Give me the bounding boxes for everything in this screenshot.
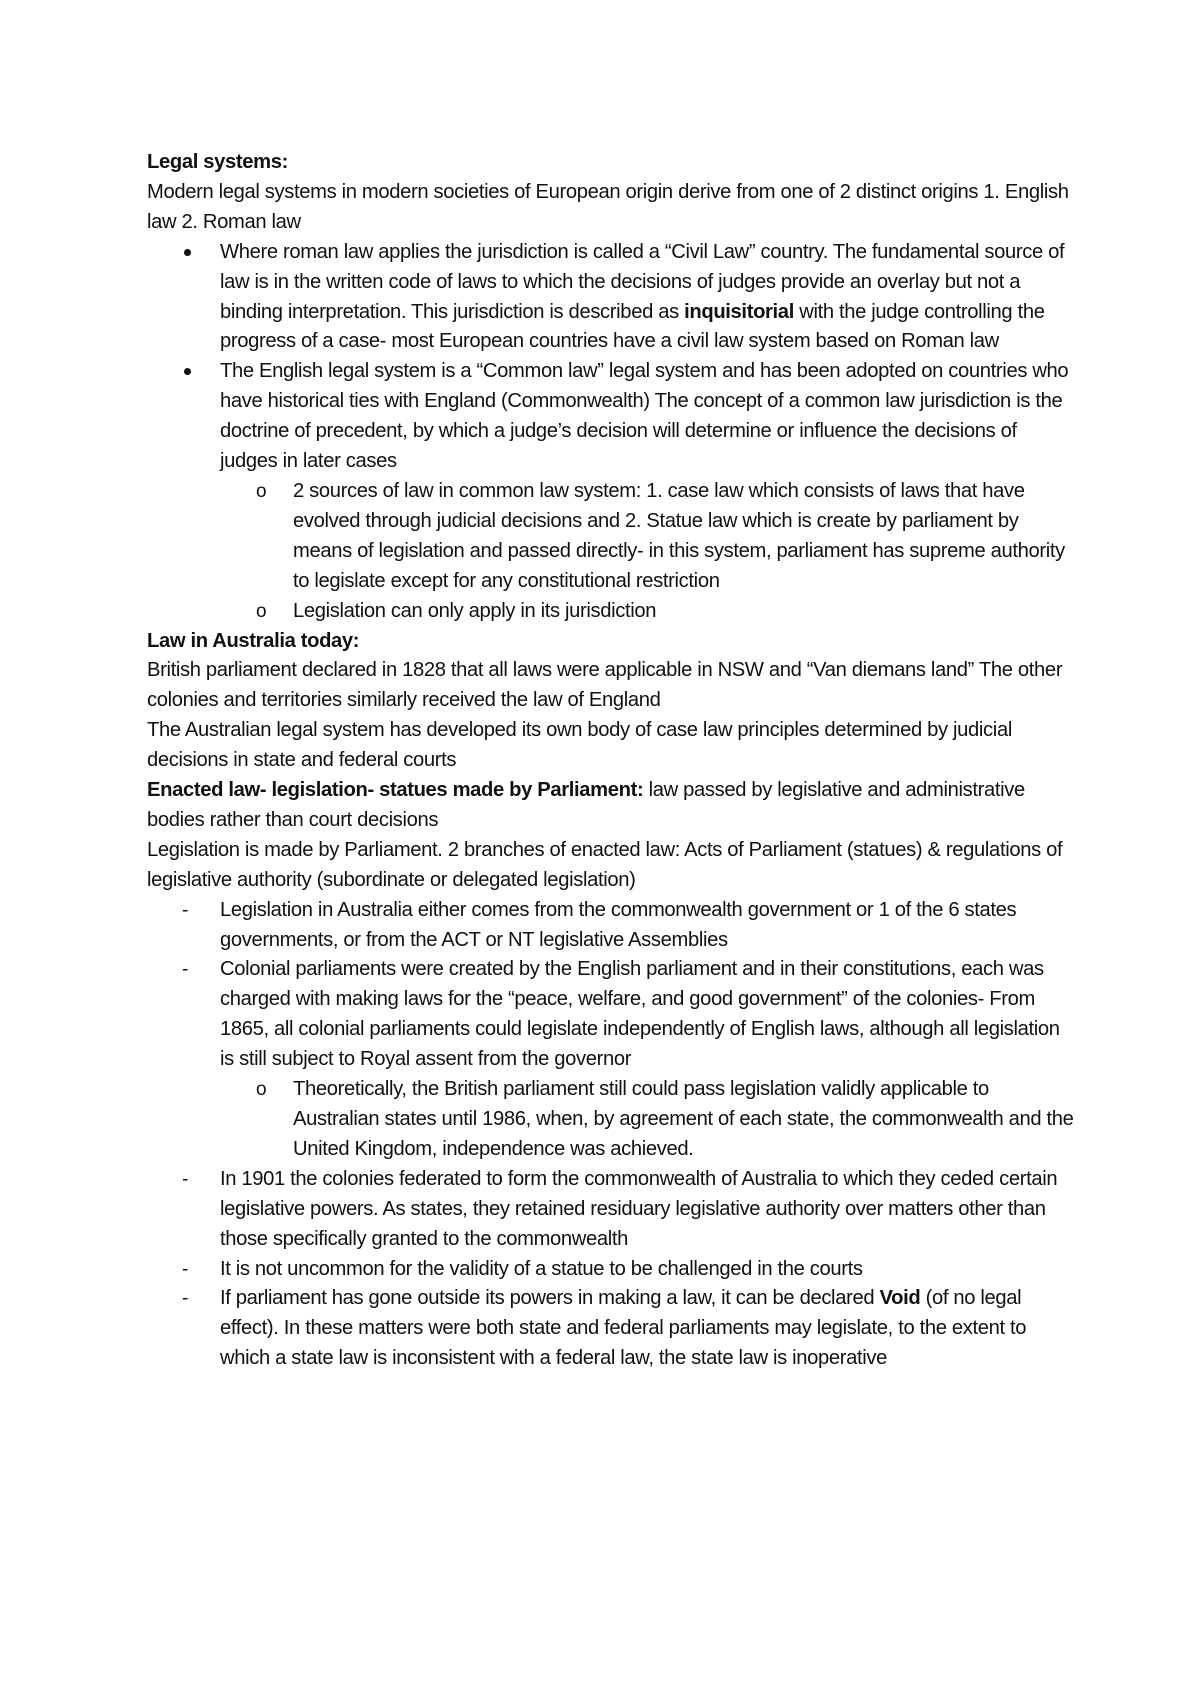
term-inquisitorial: inquisitorial	[684, 300, 794, 323]
paragraph-australian-legal-system: The Australian legal system has developed its own body of case law principles determined by judicial decisions in state and federal courts	[147, 719, 1012, 772]
document-body	[147, 148, 1077, 1374]
dash-item-colonial-parliaments: - Colonial parliaments were created by the English parliament and in their constitutions, each was charged with making laws for the “peace, welfare, and good government” of the colonies- From 1865, all colonial parliaments could legislate independently of English laws, although all legislation is still subject to Royal assent from the governor	[147, 955, 1077, 1075]
circle-bullet-icon: o	[256, 1079, 267, 1101]
paragraph-enacted-law: Enacted law- legislation- statues made by Parliament: law passed by legislative and administrative bodies rather than court decisions	[147, 779, 1025, 831]
bullet-english-law: The English legal system is a “Common law” legal system and has been adopted on countries who have historical ties with England (Commonwealth) The concept of a common law jurisdiction is the doctrine of precedent, by which a judge’s decision will determine or influence the decisions of judges in later cases	[147, 357, 1077, 477]
paragraph-modern-legal-systems: Modern legal systems in modern societies of European origin derive from one of 2 distinct origins 1. English law 2. Roman law	[147, 180, 1069, 233]
dash-item-1901: - In 1901 the colonies federated to form the commonwealth of Australia to which they ceded certain legislative powers. As states, they retained residuary legislative authority over matters other than those specifically granted to the commonwealth	[147, 1165, 1077, 1255]
dash-bullet-icon: -	[182, 1168, 188, 1190]
dash-bullet-icon: -	[182, 1258, 188, 1280]
sub-bullet-jurisdiction: o Legislation can only apply in its jurisdiction	[147, 597, 1077, 627]
paragraph-british-parliament: British parliament declared in 1828 that all laws were applicable in NSW and “Van diemans land” The other colonies and territories similarly received the law of England	[147, 659, 1063, 712]
sub-bullet-sources-of-law: o 2 sources of law in common law system: 1. case law which consists of laws that have evolved through judicial decisions and 2. Statue law which is create by parliament by means of legislation and passed directly- in this system, parliament has supreme authority to legislate except for any constitutional restriction	[147, 477, 1077, 597]
bullet-roman-law: Where roman law applies the jurisdiction is called a “Civil Law” country. The fundamental source of law is in the written code of laws to which the decisions of judges provide an overlay but not a binding interpretation. This jurisdiction is described as inquisitorial with the judge controlling the progress of a case- most European countries have a civil law system based on Roman law	[147, 238, 1077, 358]
heading-legal-systems: Legal systems:	[147, 151, 288, 173]
dash-list	[147, 896, 1077, 1375]
dash-item-validity: - It is not uncommon for the validity of a statue to be challenged in the courts	[147, 1255, 1077, 1285]
term-void: Void	[879, 1287, 921, 1310]
dash-bullet-icon: -	[182, 1288, 188, 1310]
dash-bullet-icon: -	[182, 959, 188, 981]
dash-item-void: - If parliament has gone outside its powers in making a law, it can be declared Void (of no legal effect). In these matters were both state and federal parliaments may legislate, to the extent to which a state law is inconsistent with a federal law, the state law is inoperative	[147, 1284, 1077, 1374]
circle-bullet-icon: o	[256, 480, 267, 502]
bullet-dot-icon	[184, 368, 191, 375]
term-enacted-law: Enacted law- legislation- statues made by Parliament:	[147, 779, 644, 802]
sub-bullet-theoretically: o Theoretically, the British parliament still could pass legislation validly applicable to Australian states until 1986, when, by agreement of each state, the commonwealth and the United Kingdom, independence was achieved.	[147, 1075, 1077, 1165]
circle-bullet-icon: o	[256, 600, 267, 622]
heading-law-in-australia: Law in Australia today:	[147, 629, 360, 652]
dash-bullet-icon: -	[182, 899, 188, 921]
bullet-list	[147, 238, 1077, 627]
paragraph-legislation-made: Legislation is made by Parliament. 2 branches of enacted law: Acts of Parliament (statues) & regulations of legislative authority (subordinate or delegated legislation)	[147, 838, 1063, 891]
dash-item-commonwealth: - Legislation in Australia either comes from the commonwealth government or 1 of the 6 states governments, or from the ACT or NT legislative Assemblies	[147, 896, 1077, 956]
bullet-dot-icon	[184, 249, 191, 256]
